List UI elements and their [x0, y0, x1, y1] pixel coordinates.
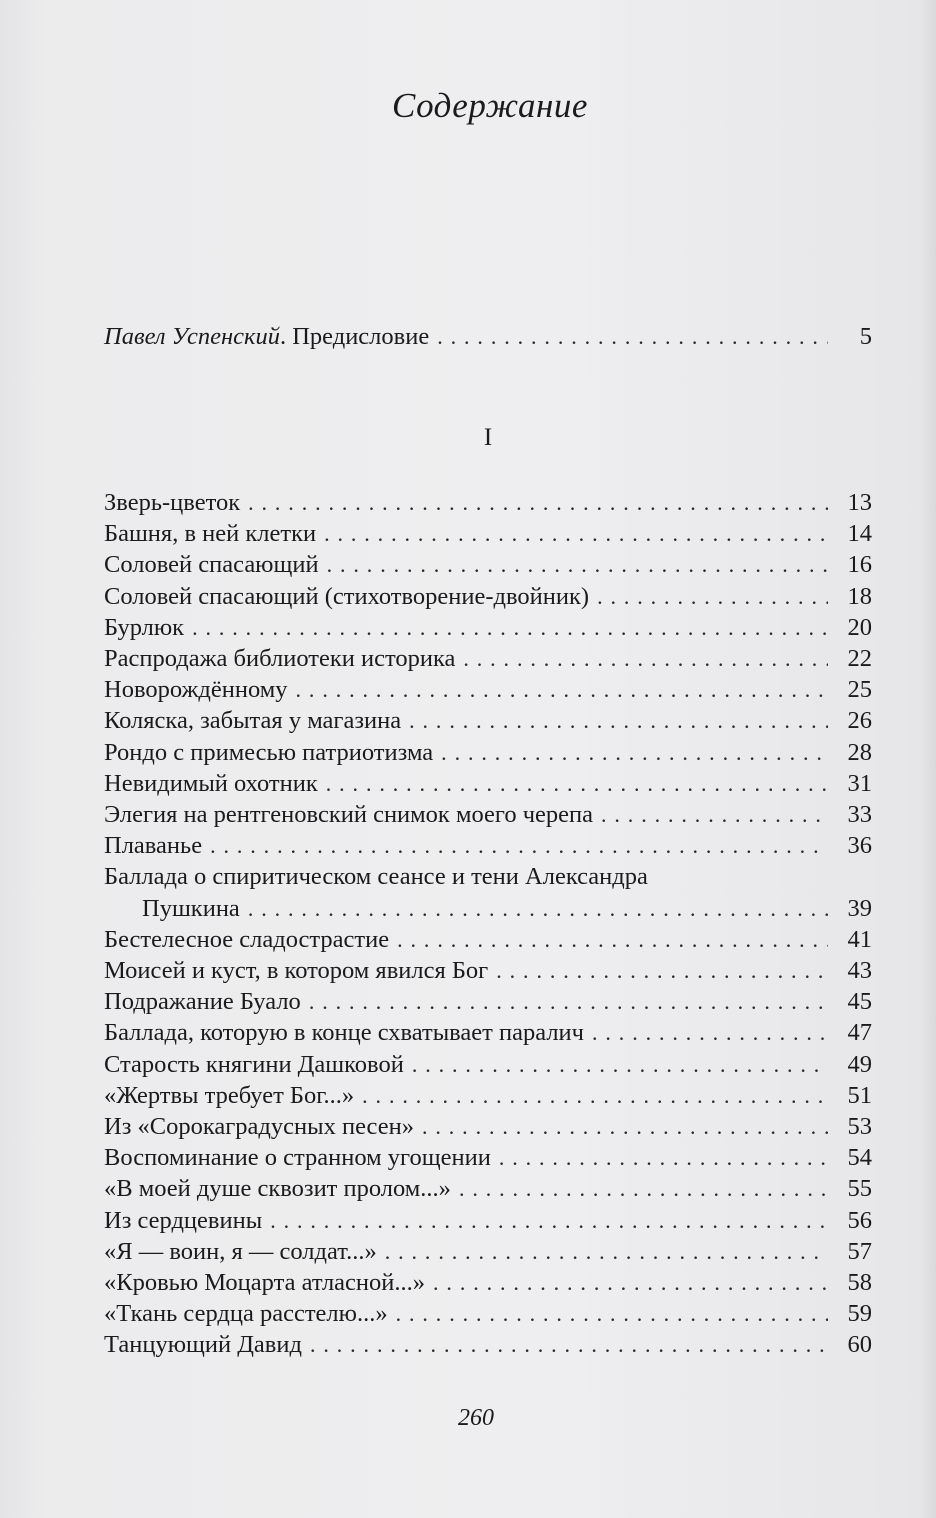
dot-leader [433, 1267, 828, 1298]
dot-leader [192, 612, 828, 643]
dot-leader [310, 1329, 828, 1360]
toc-entry-title: «Я — воин, я — солдат...» [104, 1237, 377, 1265]
toc-entry-title: «В моей душе сквозит пролом...» [104, 1175, 451, 1203]
toc-entry-title: Бестелесное сладострастие [104, 925, 390, 953]
toc-entry-page: 39 [847, 894, 872, 922]
toc-entry-page: 43 [847, 957, 872, 984]
toc-entry [104, 986, 872, 1017]
toc-entry-title: Невидимый охотник [104, 769, 318, 797]
toc-entry [104, 799, 872, 830]
page-number: 260 [458, 1405, 494, 1431]
section-numeral: I [483, 424, 493, 451]
toc-entry-title: Плаванье [104, 832, 203, 860]
dot-leader [324, 518, 828, 549]
dot-leader [326, 768, 828, 799]
toc-entry-page: 36 [847, 832, 872, 860]
toc-entry-title-line: Баллада о спиритическом сеансе и тени Александра [104, 863, 648, 891]
toc-entry [104, 549, 872, 580]
toc-entry-title: Рондо с примесью патриотизма [104, 738, 434, 766]
toc-entry-title-continuation: Пушкина [142, 894, 240, 922]
toc-entry-page: 26 [847, 707, 872, 735]
toc-entry-title: «Кровью Моцарта атласной...» [104, 1269, 426, 1296]
toc-entry-title: Бурлюк [104, 613, 185, 641]
toc-entry-page: 49 [847, 1050, 872, 1078]
toc-entry-page: 55 [847, 1175, 872, 1203]
toc-entry [104, 674, 872, 705]
toc-entry-title: Подражание Буало [104, 988, 301, 1016]
toc-entry [104, 518, 872, 549]
toc-entry-title: Башня, в ней клетки [104, 520, 317, 548]
dot-leader [309, 986, 828, 1017]
toc-entry-title: «Жертвы требует Бог...» [104, 1081, 355, 1109]
toc-entry [104, 924, 872, 955]
toc-entry [104, 1017, 872, 1048]
toc-entry [104, 612, 872, 643]
toc-entry-page: 41 [847, 925, 872, 953]
dot-leader [499, 1142, 828, 1173]
toc-entry-title: Зверь-цветок [104, 489, 241, 516]
toc-entry [104, 955, 872, 986]
toc-entry-preface [104, 321, 872, 352]
dot-leader [597, 581, 828, 612]
toc-entry-title: Из «Сорокаградусных песен» [104, 1113, 414, 1140]
dot-leader [385, 1236, 828, 1267]
dot-leader [496, 955, 828, 986]
toc-entry [104, 893, 872, 924]
dot-leader [362, 1080, 828, 1111]
toc-entry [104, 1329, 872, 1360]
toc-entry-title: Воспоминание о странном угощении [104, 1144, 491, 1172]
toc-entry [104, 1205, 872, 1236]
dot-leader [463, 643, 828, 674]
toc-entry [104, 1111, 872, 1142]
toc-entry-page: 59 [847, 1300, 872, 1328]
dot-leader [270, 1205, 828, 1236]
toc-entry-page: 58 [847, 1269, 872, 1296]
toc-entry-title: Распродажа библиотеки историка [104, 645, 456, 672]
toc-entry-page: 25 [847, 676, 872, 704]
toc-entry-page: 57 [847, 1237, 872, 1265]
toc-entry [104, 1267, 872, 1298]
dot-leader [409, 705, 828, 736]
dot-leader [441, 737, 828, 768]
toc-entry-title: Танцующий Давид [104, 1331, 302, 1359]
dot-leader [210, 830, 828, 861]
toc-entry-page: 13 [847, 489, 872, 516]
toc-entry-page: 14 [847, 520, 872, 548]
toc-entry [104, 1236, 872, 1267]
toc-entry-page: 18 [847, 582, 872, 610]
toc-entry-page: 31 [847, 769, 872, 797]
toc-entry-title: Соловей спасающий [104, 551, 319, 579]
toc-entry-title: Моисей и куст, в котором явился Бог [104, 957, 489, 984]
toc-entry-page: 47 [847, 1019, 872, 1047]
toc-entry-page: 33 [847, 801, 872, 828]
preface-title: . Предисловие [279, 323, 430, 350]
toc-entry-page: 28 [847, 738, 872, 766]
page-edge-shadow [920, 0, 936, 1518]
dot-leader [296, 674, 828, 705]
dot-leader [422, 1111, 828, 1142]
dot-leader [248, 893, 828, 924]
toc-entry-title: Старость княгини Дашковой [104, 1050, 404, 1078]
toc-entry-title: Коляска, забытая у магазина [104, 707, 402, 735]
toc-entry [104, 643, 872, 674]
toc-entry-title: «Ткань сердца расстелю...» [104, 1300, 388, 1328]
toc-entry-title: Элегия на рентгеновский снимок моего черепа [104, 801, 593, 828]
toc-entry-page: 16 [847, 551, 872, 579]
toc-entry [104, 1080, 872, 1111]
dot-leader [327, 549, 828, 580]
dot-leader [601, 799, 828, 830]
toc-entry [104, 737, 872, 768]
toc-entry-page: 54 [847, 1144, 872, 1172]
dot-leader [396, 1298, 828, 1329]
dot-leader [412, 1049, 828, 1080]
toc-entry-page: 5 [859, 323, 872, 350]
toc-entry [104, 768, 872, 799]
toc-entry-title: Новорождённому [104, 676, 288, 704]
toc-entry-title: Баллада, которую в конце схватывает паралич [104, 1019, 584, 1047]
toc-entry [104, 1142, 872, 1173]
preface-author: Павел Успенский [104, 323, 280, 350]
toc-entry-page: 20 [847, 613, 872, 641]
toc-entry [104, 830, 872, 861]
toc-entry-page: 45 [847, 988, 872, 1016]
dot-leader [248, 487, 828, 518]
toc-entry-page: 60 [847, 1331, 872, 1359]
contents-heading: Содержание [392, 86, 588, 125]
toc-entry [104, 705, 872, 736]
toc-entry-page: 56 [847, 1206, 872, 1234]
toc-entry-title: Из сердцевины [104, 1206, 263, 1234]
toc-entry [104, 1049, 872, 1080]
toc-entry-title [104, 321, 429, 352]
toc-entry [104, 1298, 872, 1329]
toc-entry [104, 581, 872, 612]
dot-leader [459, 1173, 828, 1204]
toc-entry-page: 22 [847, 645, 872, 672]
toc-entry-title: Соловей спасающий (стихотворение-двойник) [104, 582, 590, 610]
toc-entry-page: 51 [847, 1081, 872, 1109]
dot-leader [437, 321, 828, 352]
toc-entry [104, 487, 872, 518]
toc-entry [104, 1173, 872, 1204]
toc-entry-page: 53 [847, 1113, 872, 1140]
dot-leader [397, 924, 828, 955]
dot-leader [592, 1017, 828, 1048]
